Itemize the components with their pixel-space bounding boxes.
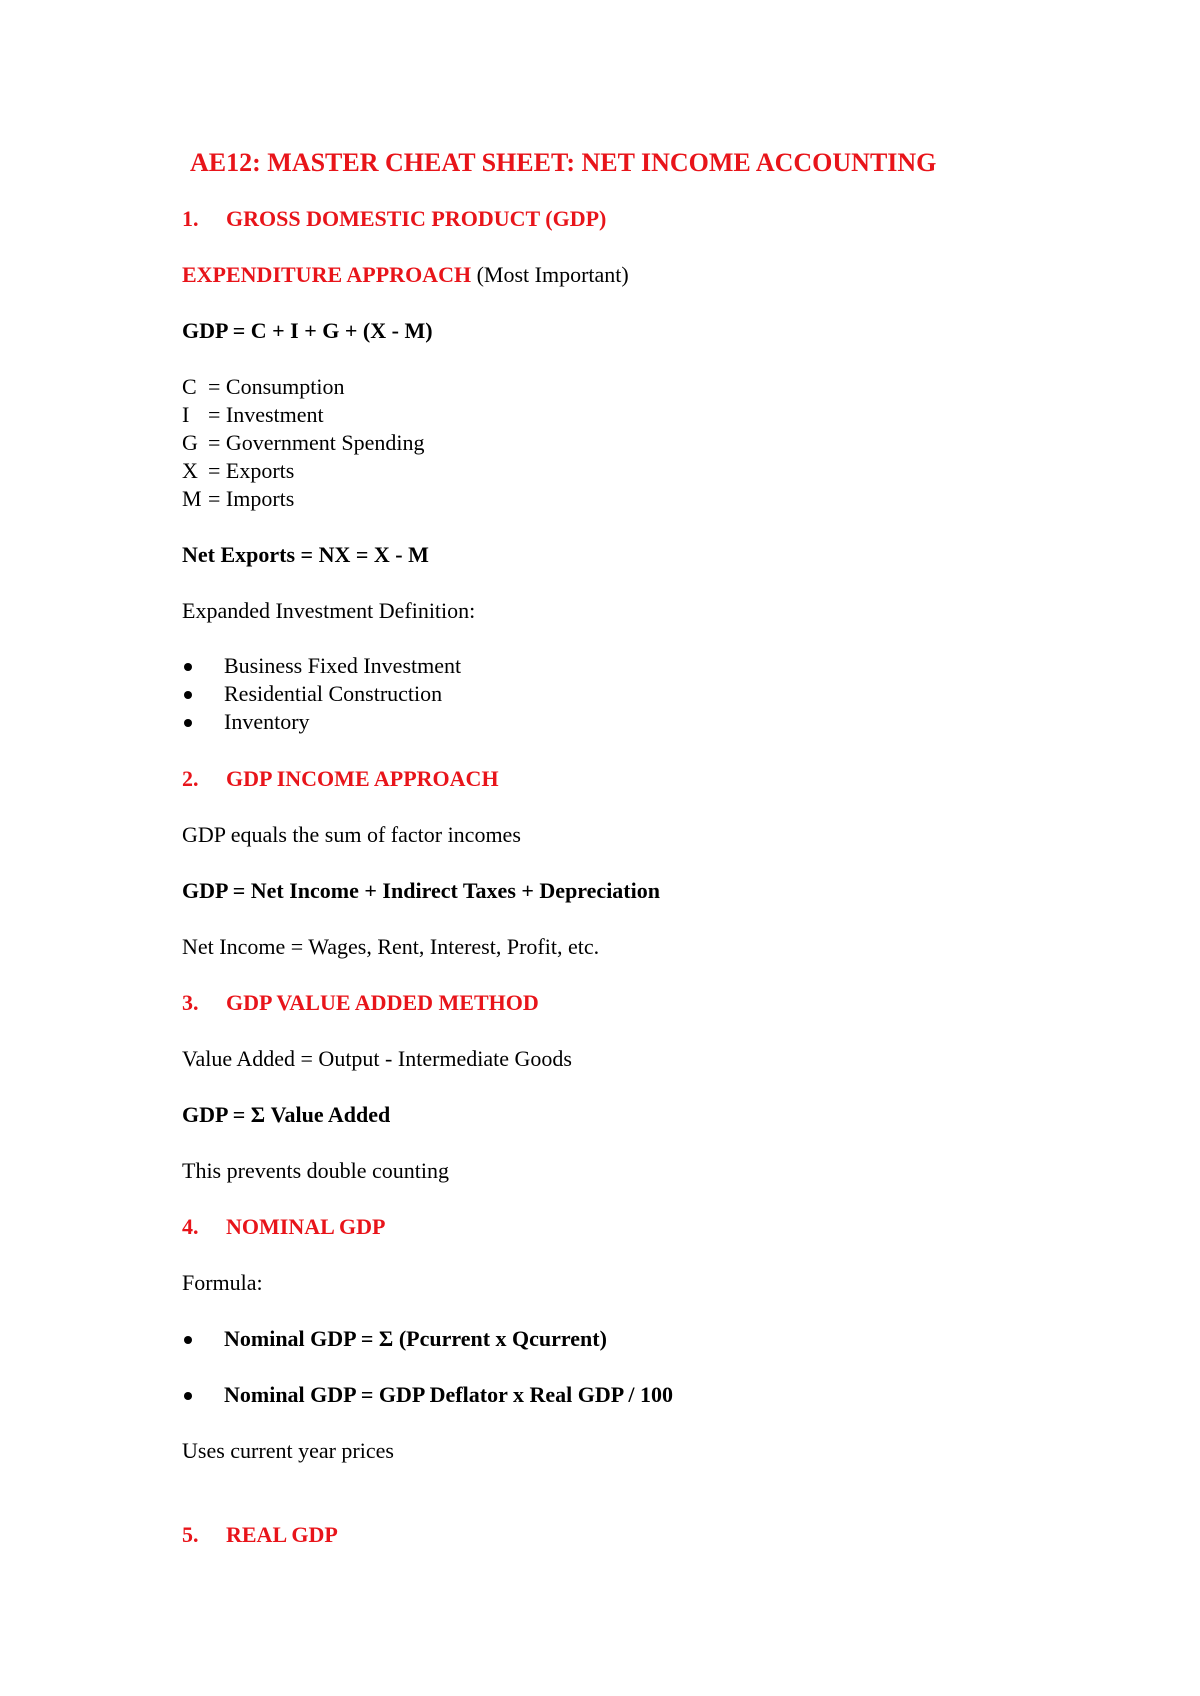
section-title: GDP VALUE ADDED METHOD — [226, 990, 539, 1015]
gdp-income-formula: GDP = Net Income + Indirect Taxes + Depreciation — [182, 878, 660, 903]
bullet-icon — [184, 1336, 192, 1344]
section-title: REAL GDP — [226, 1522, 338, 1547]
section-number: 5. — [182, 1522, 199, 1547]
document-page: AE12: MASTER CHEAT SHEET: NET INCOME ACCOUNTING 1. GROSS DOMESTIC PRODUCT (GDP) EXPENDITURE APPROACH (Most Important) GDP = C + I + G + (X - M) C = Consumption I = Investment G = Government Spending X = Exports M = Imports Net Exports = NX = X - M Expanded Investment Definition: Business Fixed Investment Residential Construction Inventory 2. GDP INCOME APPROACH GDP equals the sum of factor incomes GDP = Net Income + Indirect Taxes + Depreciation Net Income = Wages, Rent, Interest, Profit, etc. 3. GDP VALUE ADDED METHOD Value Added = Output - Intermediate Goods GDP = Σ Value Added This prevents double counting 4. NOMINAL GDP Formula: Nominal GDP = Σ (Pcurrent x Qcurrent) Nominal GDP = GDP Deflator x Real GDP / 100 Uses current year prices 5. REAL GDP — [182, 148, 937, 1547]
approach-label: EXPENDITURE APPROACH — [182, 262, 472, 287]
section-title: GROSS DOMESTIC PRODUCT (GDP) — [226, 206, 607, 231]
section-1-heading — [182, 206, 606, 232]
section-number: 4. — [182, 1214, 199, 1239]
definition-line — [182, 402, 324, 428]
body-line: Uses current year prices — [182, 1438, 394, 1463]
formula-label: Formula: — [182, 1270, 263, 1295]
gdp-expenditure-formula: GDP = C + I + G + (X - M) — [182, 318, 433, 343]
gdp-value-added-formula: GDP = Σ Value Added — [182, 1102, 391, 1127]
section-number: 3. — [182, 990, 199, 1015]
section-5-heading — [182, 1522, 338, 1548]
bullet-icon — [184, 719, 192, 727]
bullet-icon — [184, 691, 192, 699]
section-title: NOMINAL GDP — [226, 1214, 386, 1239]
bullet-icon — [184, 663, 192, 671]
expenditure-approach-line — [182, 262, 629, 288]
definition-line — [182, 430, 425, 456]
definition-text: = Imports — [208, 486, 295, 511]
definition-text: = Exports — [208, 458, 295, 483]
definition-line — [182, 486, 294, 512]
definition-line — [182, 458, 294, 484]
approach-note: (Most Important) — [471, 262, 629, 287]
definition-text: = Consumption — [208, 374, 345, 399]
definition-symbol: C — [182, 374, 197, 399]
body-line: Value Added = Output - Intermediate Goods — [182, 1046, 572, 1071]
expanded-investment-label: Expanded Investment Definition: — [182, 598, 476, 623]
section-2-heading — [182, 766, 499, 792]
section-number: 2. — [182, 766, 199, 791]
section-number: 1. — [182, 206, 199, 231]
definition-text: = Investment — [208, 402, 324, 427]
net-exports-formula: Net Exports = NX = X - M — [182, 542, 429, 567]
body-line: GDP equals the sum of factor incomes — [182, 822, 521, 847]
definition-symbol: X — [182, 458, 198, 483]
bullet-icon — [184, 1392, 192, 1400]
definition-symbol: G — [182, 430, 198, 455]
definition-symbol: M — [182, 486, 202, 511]
section-title: GDP INCOME APPROACH — [226, 766, 499, 791]
definition-line — [182, 374, 344, 400]
section-3-heading — [182, 990, 539, 1016]
body-line: Net Income = Wages, Rent, Interest, Profit, etc. — [182, 934, 600, 959]
section-4-heading — [182, 1214, 386, 1240]
body-line: This prevents double counting — [182, 1158, 450, 1183]
definition-text: = Government Spending — [208, 430, 425, 455]
definition-symbol: I — [182, 402, 190, 427]
document-title: AE12: MASTER CHEAT SHEET: NET INCOME ACCOUNTING — [190, 148, 937, 177]
